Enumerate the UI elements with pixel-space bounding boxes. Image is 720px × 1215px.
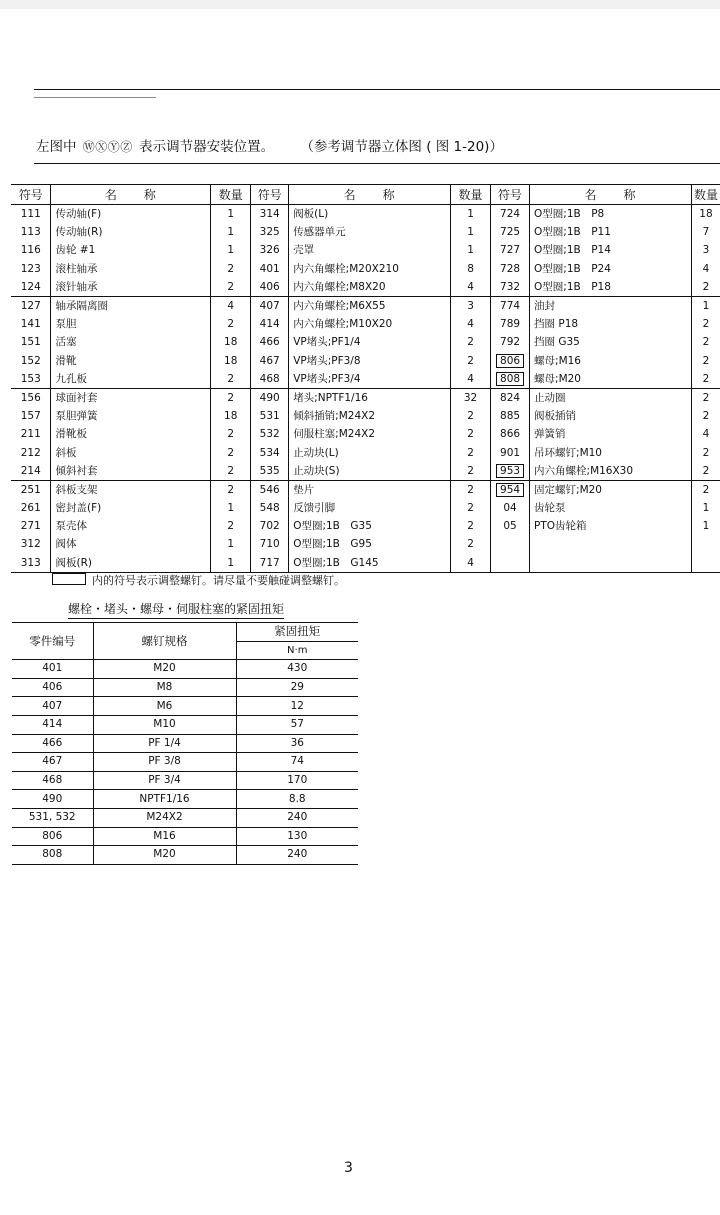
part-name-cell: VP堵头;PF3/8 bbox=[289, 352, 451, 370]
part-name-cell: 止动块(L) bbox=[289, 443, 451, 461]
part-code-cell bbox=[491, 370, 530, 389]
part-name-cell: 倾斜插销;M24X2 bbox=[289, 407, 451, 425]
part-code-cell: 824 bbox=[491, 388, 530, 407]
part-name-cell: O型圈;1B P18 bbox=[530, 278, 692, 297]
torque-value-cell: 240 bbox=[236, 808, 358, 827]
part-code-cell: 05 bbox=[491, 517, 530, 535]
part-name-cell: 堵头;NPTF1/16 bbox=[289, 388, 451, 407]
table-row bbox=[12, 660, 358, 679]
part-qty-cell: 4 bbox=[451, 315, 491, 333]
part-qty-cell: 2 bbox=[451, 499, 491, 517]
part-name-cell: 弹簧销 bbox=[530, 425, 692, 443]
part-qty-cell: 1 bbox=[211, 535, 251, 553]
part-code-cell: 156 bbox=[20, 391, 41, 404]
parts-header-row bbox=[11, 185, 720, 205]
part-qty-cell: 4 bbox=[211, 296, 251, 315]
torque-part-cell: 806 bbox=[12, 827, 93, 846]
parts-table bbox=[11, 184, 720, 573]
part-name-cell: VP堵头;PF3/4 bbox=[289, 370, 451, 389]
page-heading bbox=[36, 135, 503, 155]
part-qty-cell: 4 bbox=[691, 260, 720, 278]
part-code-cell: 467 bbox=[251, 352, 289, 370]
part-code-cell: 151 bbox=[20, 336, 41, 349]
part-name-cell: O型圈;1B P24 bbox=[530, 260, 692, 278]
part-qty-cell: 7 bbox=[691, 223, 720, 241]
part-qty-cell: 2 bbox=[691, 278, 720, 297]
part-code-cell: 214 bbox=[11, 462, 51, 481]
part-qty-cell: 1 bbox=[211, 554, 251, 573]
part-name-cell: 内六角螺栓;M16X30 bbox=[530, 462, 692, 481]
part-qty-cell: 2 bbox=[211, 425, 251, 443]
part-code-cell: 406 bbox=[251, 278, 289, 297]
header-rule bbox=[34, 89, 720, 90]
torque-table-body bbox=[12, 660, 358, 865]
part-qty-cell: 2 bbox=[691, 352, 720, 370]
torque-part-cell: 531, 532 bbox=[12, 808, 93, 827]
torque-value-cell: 57 bbox=[236, 715, 358, 734]
part-qty-cell: 2 bbox=[211, 315, 251, 333]
part-qty-cell: 4 bbox=[451, 278, 491, 297]
part-code-cell bbox=[491, 554, 530, 573]
part-qty-cell: 2 bbox=[451, 333, 491, 351]
table-row bbox=[11, 535, 720, 553]
part-qty-cell: 1 bbox=[211, 205, 251, 224]
table-row bbox=[12, 753, 358, 772]
part-qty-cell bbox=[691, 554, 720, 573]
part-name-cell: 阀板(R) bbox=[51, 554, 211, 573]
header-name: 名 称 bbox=[289, 185, 451, 205]
torque-part-cell: 468 bbox=[12, 771, 93, 790]
part-qty-cell: 32 bbox=[451, 388, 491, 407]
part-code-cell: 111 bbox=[20, 208, 41, 221]
torque-part-cell: 466 bbox=[12, 734, 93, 753]
torque-table bbox=[12, 622, 358, 865]
note-text: 内的符号表示调整螺钉。请尽量不要触碰调整螺钉。 bbox=[92, 574, 345, 587]
part-code-cell: 727 bbox=[491, 241, 530, 259]
part-name-cell: O型圈;1B P14 bbox=[530, 241, 692, 259]
part-code-cell: 774 bbox=[491, 296, 530, 315]
part-name-cell: O型圈;1B G145 bbox=[289, 554, 451, 573]
part-qty-cell: 2 bbox=[211, 480, 251, 499]
torque-spec-cell: M8 bbox=[93, 678, 236, 697]
table-row bbox=[12, 678, 358, 697]
parts-table-body bbox=[11, 205, 720, 573]
part-name-cell: 传动轴(R) bbox=[51, 223, 211, 241]
part-code-cell: 901 bbox=[491, 443, 530, 461]
part-qty-cell: 2 bbox=[451, 535, 491, 553]
part-name-cell: 活塞 bbox=[51, 333, 211, 351]
part-qty-cell: 2 bbox=[211, 443, 251, 461]
part-qty-cell: 1 bbox=[691, 517, 720, 535]
part-name-cell: 阀板插销 bbox=[530, 407, 692, 425]
part-name-cell: 泵壳体 bbox=[51, 517, 211, 535]
part-qty-cell: 2 bbox=[211, 278, 251, 297]
part-qty-cell: 2 bbox=[451, 425, 491, 443]
part-qty-cell: 18 bbox=[211, 333, 251, 351]
part-code-cell: 212 bbox=[20, 446, 41, 459]
torque-part-cell: 808 bbox=[12, 846, 93, 865]
header-part-no: 零件编号 bbox=[12, 623, 93, 660]
part-name-cell: 内六角螺栓;M6X55 bbox=[289, 296, 451, 315]
table-row bbox=[11, 370, 720, 389]
table-row bbox=[12, 790, 358, 809]
part-qty-cell: 2 bbox=[211, 462, 251, 481]
torque-part-cell: 407 bbox=[12, 697, 93, 716]
torque-value-cell: 170 bbox=[236, 771, 358, 790]
part-qty-cell: 2 bbox=[211, 517, 251, 535]
part-name-cell bbox=[530, 554, 692, 573]
heading-reference: （参考调节器立体图 ( 图 1-20)） bbox=[300, 139, 503, 155]
torque-part-cell: 467 bbox=[12, 753, 93, 772]
header-code: 符号 bbox=[251, 185, 289, 205]
part-code-cell: 535 bbox=[251, 462, 289, 481]
viewer-top-bar bbox=[0, 0, 720, 9]
part-name-cell bbox=[530, 535, 692, 553]
part-name-cell: 固定螺钉;M20 bbox=[530, 480, 692, 499]
part-code-cell: 251 bbox=[20, 483, 41, 496]
part-code-cell: 548 bbox=[251, 499, 289, 517]
part-code-cell bbox=[491, 480, 530, 499]
part-name-cell: 内六角螺栓;M8X20 bbox=[289, 278, 451, 297]
torque-spec-cell: PF 1/4 bbox=[93, 734, 236, 753]
part-code-cell: 531 bbox=[251, 407, 289, 425]
heading-suffix: 表示调节器安装位置。 bbox=[139, 139, 275, 155]
part-qty-cell: 2 bbox=[691, 480, 720, 499]
part-name-cell: 阀板(L) bbox=[289, 205, 451, 224]
header-code: 符号 bbox=[491, 185, 530, 205]
table-row bbox=[11, 462, 720, 481]
table-row bbox=[12, 715, 358, 734]
part-code-cell: 532 bbox=[251, 425, 289, 443]
table-row bbox=[11, 205, 720, 224]
part-code-cell: 261 bbox=[20, 502, 41, 515]
torque-part-cell: 414 bbox=[12, 715, 93, 734]
table-row bbox=[11, 223, 720, 241]
header-code: 符号 bbox=[11, 185, 51, 205]
part-code-cell: 325 bbox=[251, 223, 289, 241]
torque-part-cell: 401 bbox=[12, 660, 93, 679]
part-code-cell: 717 bbox=[251, 554, 289, 573]
table-row bbox=[11, 499, 720, 517]
header-qty: 数量 bbox=[691, 185, 720, 205]
part-name-cell: 吊环螺钉;M10 bbox=[530, 443, 692, 461]
part-code-cell bbox=[491, 462, 530, 481]
heading-rule bbox=[34, 163, 720, 164]
part-code-cell: 732 bbox=[491, 278, 530, 297]
part-code-cell: 312 bbox=[20, 538, 41, 551]
table-row bbox=[11, 388, 720, 407]
part-qty-cell: 1 bbox=[451, 223, 491, 241]
table-row bbox=[11, 278, 720, 297]
part-name-cell: 止动圈 bbox=[530, 388, 692, 407]
part-name-cell: O型圈;1B G35 bbox=[289, 517, 451, 535]
page-number: 3 bbox=[344, 1160, 353, 1176]
part-qty-cell: 1 bbox=[451, 205, 491, 224]
part-qty-cell: 2 bbox=[691, 407, 720, 425]
torque-spec-cell: M20 bbox=[93, 660, 236, 679]
table-row bbox=[11, 315, 720, 333]
table-row bbox=[12, 846, 358, 865]
part-qty-cell: 4 bbox=[691, 425, 720, 443]
torque-spec-cell: PF 3/8 bbox=[93, 753, 236, 772]
header-torque: 紧固扭矩 bbox=[236, 623, 358, 642]
part-name-cell: 内六角螺栓;M10X20 bbox=[289, 315, 451, 333]
adjust-screw-code: 953 bbox=[496, 464, 524, 478]
part-name-cell: 挡圈 G35 bbox=[530, 333, 692, 351]
part-qty-cell: 2 bbox=[451, 462, 491, 481]
part-code-cell: 490 bbox=[251, 388, 289, 407]
part-code-cell: 326 bbox=[251, 241, 289, 259]
torque-part-cell: 406 bbox=[12, 678, 93, 697]
part-code-cell: 792 bbox=[491, 333, 530, 351]
table-row bbox=[11, 554, 720, 573]
part-code-cell: 702 bbox=[251, 517, 289, 535]
part-name-cell: 倾斜衬套 bbox=[51, 462, 211, 481]
part-name-cell: 斜板 bbox=[51, 443, 211, 461]
torque-spec-cell: M24X2 bbox=[93, 808, 236, 827]
part-qty-cell: 4 bbox=[451, 370, 491, 389]
part-qty-cell: 2 bbox=[691, 462, 720, 481]
table-row bbox=[11, 517, 720, 535]
part-qty-cell bbox=[691, 535, 720, 553]
part-qty-cell: 1 bbox=[211, 499, 251, 517]
part-code-cell: 414 bbox=[251, 315, 289, 333]
table-row bbox=[11, 260, 720, 278]
part-name-cell: 轴承隔离圈 bbox=[51, 296, 211, 315]
part-name-cell: O型圈;1B P11 bbox=[530, 223, 692, 241]
table-row bbox=[11, 296, 720, 315]
torque-spec-cell: M16 bbox=[93, 827, 236, 846]
part-qty-cell: 2 bbox=[451, 407, 491, 425]
part-code-cell: 534 bbox=[251, 443, 289, 461]
part-name-cell: 滚针轴承 bbox=[51, 278, 211, 297]
part-qty-cell: 2 bbox=[691, 370, 720, 389]
part-qty-cell: 1 bbox=[451, 241, 491, 259]
part-code-cell: 546 bbox=[251, 480, 289, 499]
table-row bbox=[11, 407, 720, 425]
part-qty-cell: 2 bbox=[451, 352, 491, 370]
header-sub-rule bbox=[34, 97, 156, 98]
part-code-cell: 141 bbox=[20, 318, 41, 331]
part-code-cell: 468 bbox=[251, 370, 289, 389]
header-unit: N·m bbox=[236, 641, 358, 660]
table-row bbox=[11, 333, 720, 351]
part-name-cell: 球面衬套 bbox=[51, 388, 211, 407]
part-code-cell: 157 bbox=[20, 410, 41, 423]
part-qty-cell: 3 bbox=[691, 241, 720, 259]
table-row bbox=[12, 827, 358, 846]
part-name-cell: 滚柱轴承 bbox=[51, 260, 211, 278]
table-row bbox=[11, 352, 720, 370]
part-name-cell: 传动轴(F) bbox=[51, 205, 211, 224]
part-code-cell: 271 bbox=[20, 520, 41, 533]
part-qty-cell: 18 bbox=[691, 205, 720, 224]
part-name-cell: 内六角螺栓;M20X210 bbox=[289, 260, 451, 278]
torque-title: 螺栓・堵头・螺母・伺服柱塞的紧固扭矩 bbox=[68, 600, 284, 619]
adjust-screw-code: 808 bbox=[496, 372, 524, 386]
torque-part-cell: 490 bbox=[12, 790, 93, 809]
part-qty-cell: 18 bbox=[211, 407, 251, 425]
part-code-cell bbox=[491, 535, 530, 553]
part-qty-cell: 4 bbox=[451, 554, 491, 573]
part-code-cell: 401 bbox=[251, 260, 289, 278]
part-name-cell: 螺母;M20 bbox=[530, 370, 692, 389]
part-qty-cell: 2 bbox=[451, 517, 491, 535]
adjust-screw-note bbox=[52, 572, 345, 588]
header-qty: 数量 bbox=[451, 185, 491, 205]
part-qty-cell: 8 bbox=[451, 260, 491, 278]
torque-value-cell: 12 bbox=[236, 697, 358, 716]
part-name-cell: PTO齿轮箱 bbox=[530, 517, 692, 535]
part-name-cell: 阀体 bbox=[51, 535, 211, 553]
part-code-cell: 152 bbox=[20, 354, 41, 367]
part-name-cell: 齿轮泵 bbox=[530, 499, 692, 517]
torque-value-cell: 36 bbox=[236, 734, 358, 753]
part-name-cell: 密封盖(F) bbox=[51, 499, 211, 517]
part-code-cell: 866 bbox=[491, 425, 530, 443]
table-row bbox=[11, 480, 720, 499]
torque-value-cell: 29 bbox=[236, 678, 358, 697]
part-code-cell bbox=[491, 352, 530, 370]
part-code-cell: 789 bbox=[491, 315, 530, 333]
table-row bbox=[12, 697, 358, 716]
box-symbol-swatch bbox=[52, 573, 86, 585]
part-name-cell: 九孔板 bbox=[51, 370, 211, 389]
part-code-cell: 466 bbox=[251, 333, 289, 351]
torque-spec-cell: M20 bbox=[93, 846, 236, 865]
part-code-cell: 04 bbox=[491, 499, 530, 517]
part-code-cell: 153 bbox=[11, 370, 51, 389]
part-qty-cell: 2 bbox=[451, 480, 491, 499]
header-qty: 数量 bbox=[211, 185, 251, 205]
part-name-cell: 挡圈 P18 bbox=[530, 315, 692, 333]
part-name-cell: 油封 bbox=[530, 296, 692, 315]
part-qty-cell: 2 bbox=[211, 388, 251, 407]
table-row bbox=[12, 808, 358, 827]
table-row bbox=[12, 734, 358, 753]
torque-spec-cell: PF 3/4 bbox=[93, 771, 236, 790]
part-name-cell: 齿轮 #1 bbox=[51, 241, 211, 259]
part-name-cell: 滑靴板 bbox=[51, 425, 211, 443]
torque-value-cell: 74 bbox=[236, 753, 358, 772]
part-code-cell: 314 bbox=[251, 205, 289, 224]
part-code-cell: 885 bbox=[491, 407, 530, 425]
table-row bbox=[11, 443, 720, 461]
part-name-cell: 泵胆弹簧 bbox=[51, 407, 211, 425]
part-code-cell: 313 bbox=[11, 554, 51, 573]
part-qty-cell: 2 bbox=[691, 333, 720, 351]
part-code-cell: 725 bbox=[491, 223, 530, 241]
part-code-cell: 724 bbox=[491, 205, 530, 224]
part-code-cell: 116 bbox=[20, 244, 41, 257]
part-name-cell: 滑靴 bbox=[51, 352, 211, 370]
part-qty-cell: 2 bbox=[691, 443, 720, 461]
torque-value-cell: 430 bbox=[236, 660, 358, 679]
part-qty-cell: 1 bbox=[211, 241, 251, 259]
part-name-cell: 反馈引脚 bbox=[289, 499, 451, 517]
part-qty-cell: 1 bbox=[691, 499, 720, 517]
part-name-cell: 伺服柱塞;M24X2 bbox=[289, 425, 451, 443]
adjust-screw-code: 954 bbox=[496, 483, 524, 497]
part-name-cell: 斜板支架 bbox=[51, 480, 211, 499]
torque-value-cell: 240 bbox=[236, 846, 358, 865]
part-qty-cell: 2 bbox=[691, 388, 720, 407]
part-name-cell: 壳罩 bbox=[289, 241, 451, 259]
torque-spec-cell: M6 bbox=[93, 697, 236, 716]
part-name-cell: 止动块(S) bbox=[289, 462, 451, 481]
torque-header-row bbox=[12, 623, 358, 642]
part-name-cell: 泵胆 bbox=[51, 315, 211, 333]
heading-symbols: ⓌⓍⓎⓏ bbox=[82, 140, 133, 154]
torque-spec-cell: M10 bbox=[93, 715, 236, 734]
part-qty-cell: 2 bbox=[211, 260, 251, 278]
part-code-cell: 728 bbox=[491, 260, 530, 278]
header-screw-spec: 螺钉规格 bbox=[93, 623, 236, 660]
part-name-cell: O型圈;1B P8 bbox=[530, 205, 692, 224]
part-name-cell: 螺母;M16 bbox=[530, 352, 692, 370]
part-name-cell: 垫片 bbox=[289, 480, 451, 499]
part-qty-cell: 1 bbox=[211, 223, 251, 241]
heading-prefix: 左图中 bbox=[36, 139, 77, 155]
part-qty-cell: 2 bbox=[211, 370, 251, 389]
part-code-cell: 123 bbox=[20, 262, 41, 275]
torque-value-cell: 130 bbox=[236, 827, 358, 846]
adjust-screw-code: 806 bbox=[496, 354, 524, 368]
part-code-cell: 127 bbox=[20, 300, 41, 313]
part-qty-cell: 3 bbox=[451, 296, 491, 315]
header-name: 名 称 bbox=[51, 185, 211, 205]
part-code-cell: 407 bbox=[251, 296, 289, 315]
table-row bbox=[12, 771, 358, 790]
table-row bbox=[11, 241, 720, 259]
part-qty-cell: 1 bbox=[691, 296, 720, 315]
table-row bbox=[11, 425, 720, 443]
part-name-cell: VP堵头;PF1/4 bbox=[289, 333, 451, 351]
part-qty-cell: 2 bbox=[691, 315, 720, 333]
torque-spec-cell: NPTF1/16 bbox=[93, 790, 236, 809]
part-code-cell: 124 bbox=[11, 278, 51, 297]
torque-value-cell: 8.8 bbox=[236, 790, 358, 809]
part-name-cell: O型圈;1B G95 bbox=[289, 535, 451, 553]
part-code-cell: 710 bbox=[251, 535, 289, 553]
part-code-cell: 113 bbox=[20, 226, 41, 239]
part-code-cell: 211 bbox=[20, 428, 41, 441]
part-qty-cell: 2 bbox=[451, 443, 491, 461]
header-name: 名 称 bbox=[530, 185, 692, 205]
part-qty-cell: 18 bbox=[211, 352, 251, 370]
part-name-cell: 传感器单元 bbox=[289, 223, 451, 241]
